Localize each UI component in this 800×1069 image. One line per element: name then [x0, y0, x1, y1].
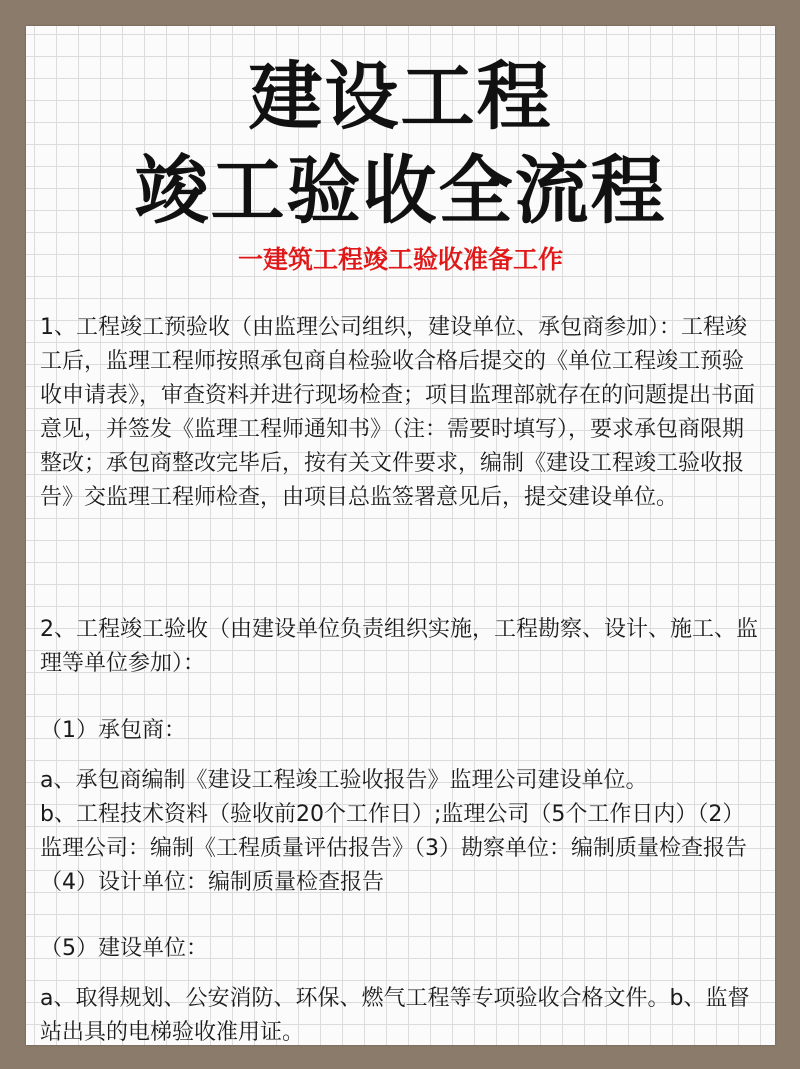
section-subtitle: 一建筑工程竣工验收准备工作: [237, 245, 563, 274]
document-page: [26, 26, 775, 1045]
paragraph-contractor-item-b: b、工程技术资料（验收前20个工作日）;监理公司（5个工作日内）（2）监理公司：编制《工程质量评估报告》（3）勘察单位：编制质量检查报告（4）设计单位：编制质量检查报告: [40, 802, 747, 895]
page-title-line-2: 竣工验收全流程: [134, 148, 667, 234]
paragraph-contractor-item-a: a、承包商编制《建设工程竣工验收报告》监理公司建设单位。: [40, 768, 648, 793]
paragraph-contractor-heading: （1）承包商：: [40, 718, 186, 743]
paragraph-owner-item-a: a、取得规划、公安消防、环保、燃气工程等专项验收合格文件。b、监督站出具的电梯验收准用证。: [40, 986, 750, 1045]
paragraph-completion-acceptance: 2、工程竣工验收（由建设单位负责组织实施，工程勘察、设计、施工、监理等单位参加）：: [40, 617, 758, 676]
page-title-line-1: 建设工程: [248, 54, 553, 140]
paragraph-owner-heading: （5）建设单位：: [40, 936, 208, 961]
paragraph-pre-acceptance: 1、工程竣工预验收（由监理公司组织，建设单位、承包商参加）：工程竣工后，监理工程师按照承包商自检验收合格后提交的《单位工程竣工预验收申请表》，审查资料并进行现场检查；项目监理部就存在的问题提出书面意见，并签发《监理工程师通知书》（注：需要时填写），要求承包商限期整改；承包商整改完毕后，按有关文件要求，编制《建设工程竣工验收报告》交监理工程师检查，由项目总监签署意见后，提交建设单位。: [40, 315, 756, 510]
